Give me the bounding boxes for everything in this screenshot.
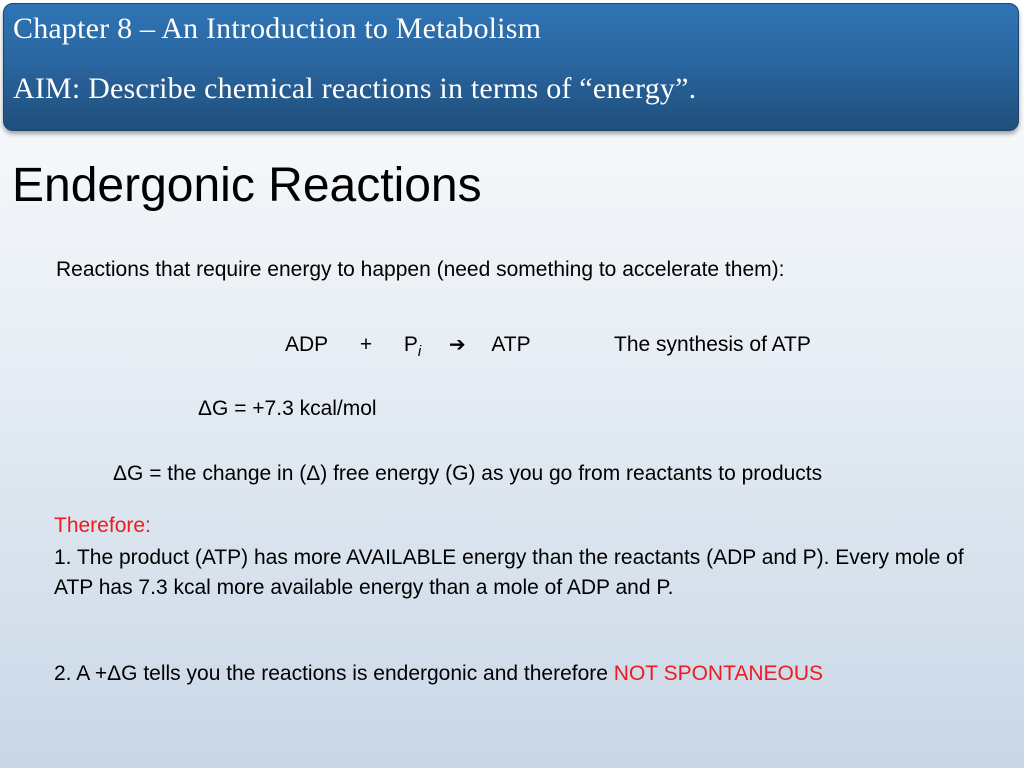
equation-subscript-i: i — [417, 343, 422, 360]
equation-plus: + — [359, 333, 373, 356]
synthesis-note: The synthesis of ATP — [614, 333, 811, 356]
therefore-label: Therefore: — [54, 514, 151, 537]
equation-reactant-adp: ADP — [285, 333, 329, 356]
chapter-title: Chapter 8 – An Introduction to Metabolism — [13, 12, 542, 45]
delta-g-definition: ΔG = the change in (Δ) free energy (G) as you go from reactants to products — [113, 462, 823, 485]
aim-statement: AIM: Describe chemical reactions in terms of “energy”. — [13, 72, 697, 105]
equation-reactant-p: P — [403, 333, 418, 356]
intro-text: Reactions that require energy to happen (need something to accelerate them): — [56, 258, 785, 281]
slide-title: Endergonic Reactions — [12, 159, 482, 212]
not-spontaneous-emphasis: NOT SPONTANEOUS — [613, 662, 824, 685]
reaction-equation — [285, 330, 531, 367]
slide-header — [3, 3, 1019, 131]
point-2-text: 2. A +ΔG tells you the reactions is endergonic and therefore — [54, 662, 614, 685]
point-1: 1. The product (ATP) has more AVAILABLE energy than the reactants (ADP and P). Every mole of ATP has 7.3 kcal more available energy than a mole of ADP and P. — [54, 546, 964, 599]
equation-product-atp: ATP — [491, 333, 531, 356]
point-2 — [54, 659, 823, 689]
delta-g-value: ΔG = +7.3 kcal/mol — [198, 397, 377, 420]
arrow-icon: ➔ — [448, 334, 466, 356]
